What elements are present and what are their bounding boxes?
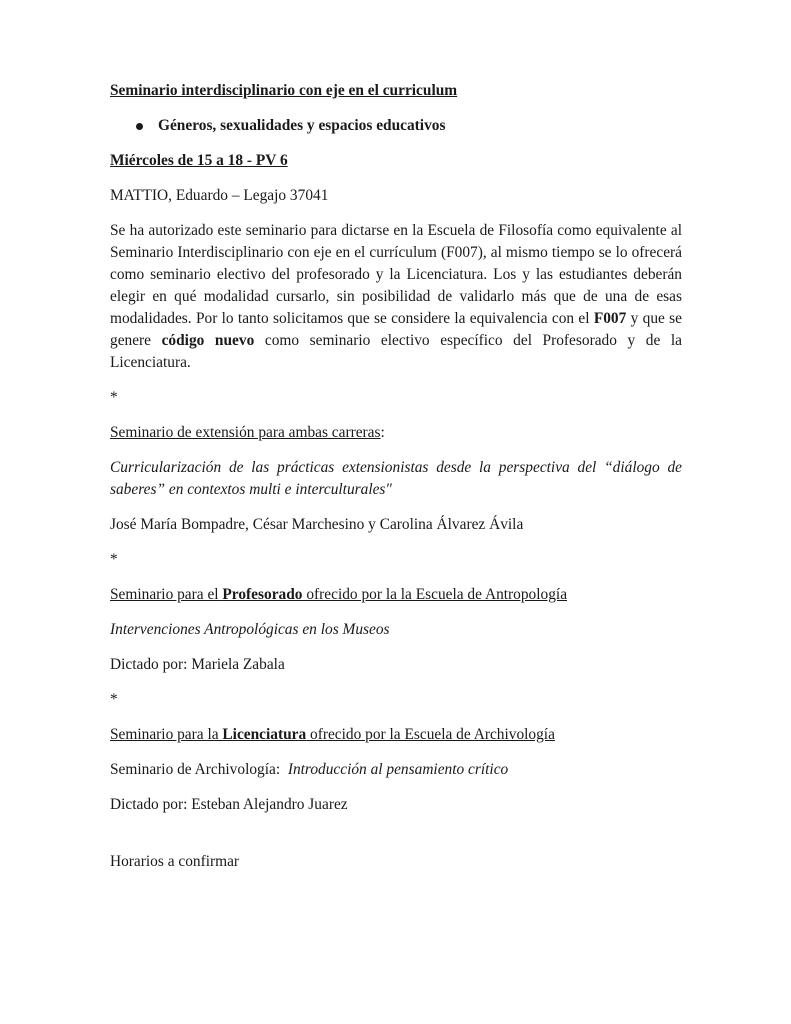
licenciatura-title-italic: Introducción al pensamiento crítico	[287, 761, 509, 778]
extension-heading-text: Seminario de extensión para ambas carreras	[110, 424, 381, 441]
profesorado-title: Intervenciones Antropológicas en los Museos	[110, 621, 390, 638]
paragraph-text-3: como seminario electivo específico del Profesorado y de la Licenciatura.	[110, 332, 682, 371]
separator: *	[110, 551, 118, 568]
licenciatura-heading	[110, 724, 682, 746]
profesorado-heading-pre: Seminario para el	[110, 586, 223, 603]
schedule-line: Miércoles de 15 a 18 - PV 6	[110, 152, 288, 169]
separator: *	[110, 691, 118, 708]
licenciatura-heading-pre: Seminario para la	[110, 726, 223, 743]
separator: *	[110, 389, 118, 406]
extension-teachers: José María Bompadre, César Marchesino y Carolina Álvarez Ávila	[110, 516, 524, 533]
profesorado-teacher: Dictado por: Mariela Zabala	[110, 656, 285, 673]
licenciatura-title-pre: Seminario de Archivología:	[110, 761, 288, 778]
profesorado-heading	[110, 584, 682, 606]
bullet-text: Géneros, sexualidades y espacios educativos	[158, 117, 446, 134]
document-title: Seminario interdisciplinario con eje en el curriculum	[110, 82, 458, 99]
teacher-line: MATTIO, Eduardo – Legajo 37041	[110, 187, 329, 204]
spacer	[110, 816, 682, 851]
profesorado-heading-post: ofrecido por la la Escuela de Antropología	[302, 586, 568, 603]
bullet-icon	[136, 123, 143, 130]
extension-heading-colon: :	[380, 424, 385, 441]
extension-heading	[110, 422, 682, 444]
licenciatura-teacher: Dictado por: Esteban Alejandro Juarez	[110, 796, 348, 813]
paragraph-text-2: y que se genere	[110, 310, 682, 349]
paragraph-text-1: Se ha autorizado este seminario para dictarse en la Escuela de Filosofía como equivalente al Seminario Interdisciplinario con eje en el currículum (F007), al mismo tiempo se lo ofrecerá como seminario electivo del profesorado y la Licenciatura. Los y las estudiantes deberán elegir en qué modalidad cursarlo, sin posibilidad de validarlo más que de una de esas modalidades. Por lo tanto solicitamos que se considere la equivalencia con el	[110, 222, 682, 327]
footer-note: Horarios a confirmar	[110, 853, 240, 870]
licenciatura-heading-bold: Licenciatura	[222, 726, 307, 743]
profesorado-heading-bold: Profesorado	[222, 586, 303, 603]
document-page	[110, 80, 682, 873]
licenciatura-heading-post: ofrecido por la Escuela de Archivología	[306, 726, 555, 743]
licenciatura-title	[110, 759, 682, 781]
paragraph-bold-new-code: código nuevo	[161, 332, 255, 349]
extension-title: Curricularización de las prácticas extensionistas desde la perspectiva del “diálogo de saberes” en contextos multi e interculturales"	[110, 459, 682, 498]
description-paragraph	[110, 220, 682, 374]
bullet-item	[110, 115, 682, 137]
paragraph-bold-code: F007	[593, 310, 627, 327]
